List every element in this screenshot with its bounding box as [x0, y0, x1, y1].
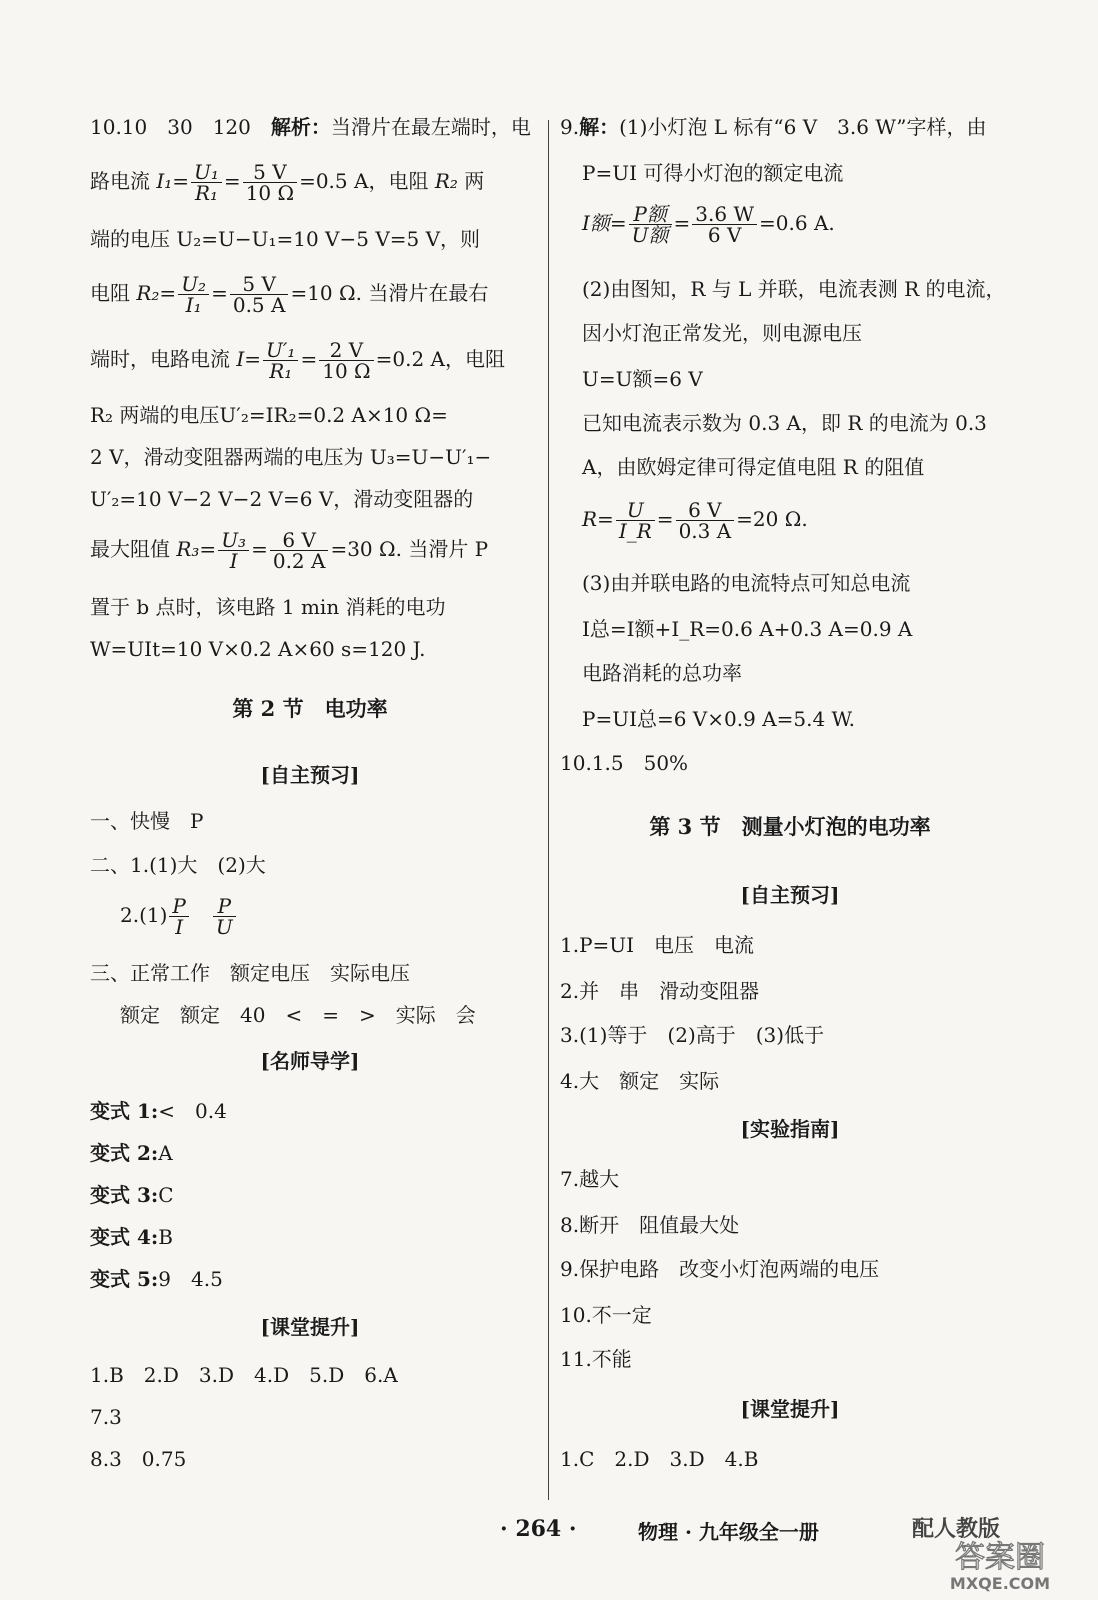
preview-line-3: 2.(1) $\frac{P}{I}$ $\frac{P}{U}$ [120, 896, 238, 940]
fraction: $\frac{U}{I\_R}$ [616, 500, 655, 541]
r-line-3: 3.(1)等于 (2)高于 (3)低于 [560, 1023, 825, 1047]
q9-line-7: 已知电流表示数为 0.3 A，即 R 的电流为 0.3 [582, 411, 987, 435]
q9-line-6: U=U额=6 V [582, 367, 703, 391]
r-line-7: 7.越大 [560, 1167, 620, 1191]
q9-line-10: (3)由并联电路的电流特点可知总电流 [582, 571, 911, 595]
q10-line-6: R₂ 两端的电压U′₂=IR₂=0.2 A×10 Ω= [90, 403, 448, 427]
q10-line-9: 最大阻值 R₃= $\frac{\text{U₃}}{I}$ = $\frac{6 V}{0.2 A}$ =30 Ω. 当滑片 P [90, 528, 489, 573]
r-line-12: 1.C 2.D 3.D 4.B [560, 1447, 759, 1471]
fraction: $\frac{\text{U₃}}{I}$ [218, 530, 249, 571]
self-preview-heading-2: [自主预习] [740, 883, 840, 907]
q10-line-2: 路电流 I₁= $\frac{\text{U₁}}{\text{R₁}}$ = $\frac{5 V}{10 \Omega}$ =0.5 A，电阻 R₂ 两 [90, 160, 485, 205]
q10-line-3: 端的电压 U₂=U−U₁=10 V−5 V=5 V，则 [90, 227, 481, 251]
fraction: $\frac{\text{U₂}}{\text{I₁}}$ [178, 274, 209, 315]
watermark-sub: MXQE.COM [949, 1574, 1051, 1593]
r-line-8: 8.断开 阻值最大处 [560, 1213, 740, 1237]
fraction: $\frac{5 V}{0.5 A}$ [230, 274, 289, 315]
fraction: $\frac{P}{U}$ [213, 896, 236, 937]
r-line-2: 2.并 串 滑动变阻器 [560, 979, 760, 1003]
r-line-10: 10.不一定 [560, 1303, 652, 1327]
q9-line-11: I总=I额+I_R=0.6 A+0.3 A=0.9 A [582, 617, 913, 641]
classroom-heading-2: [课堂提升] [740, 1397, 840, 1421]
preview-line-4: 三、正常工作 额定电压 实际电压 [90, 961, 410, 985]
r-line-11: 11.不能 [560, 1347, 632, 1371]
teacher-guide-heading: [名师导学] [260, 1049, 360, 1073]
variant-1: 变式 1:< 0.4 [90, 1099, 227, 1123]
preview-line-5: 额定 额定 40 < = > 实际 会 [120, 1003, 476, 1027]
classroom-heading: [课堂提升] [260, 1315, 360, 1339]
watermark-logo [920, 1535, 1080, 1595]
section-3-title: 第 3 节 测量小灯泡的电功率 [649, 814, 931, 839]
preview-line-1: 一、快慢 P [90, 809, 204, 833]
variant-4: 变式 4:B [90, 1225, 173, 1249]
lab-guide-heading: [实验指南] [740, 1117, 840, 1141]
r-line-9: 9.保护电路 改变小灯泡两端的电压 [560, 1257, 880, 1281]
q10-line-8: U′₂=10 V−2 V−2 V=6 V，滑动变阻器的 [90, 487, 474, 511]
page-number: · 264 · [500, 1516, 577, 1542]
q9-line-5: 因小灯泡正常发光，则电源电压 [582, 321, 862, 345]
fraction: $\frac{5 V}{10 \Omega}$ [243, 162, 297, 203]
q10-answer: 10.1.5 50% [560, 751, 689, 775]
q10-line-10: 置于 b 点时，该电路 1 min 消耗的电功 [90, 595, 446, 619]
classroom-line-3: 8.3 0.75 [90, 1447, 187, 1471]
q9-line-13: P=UI总=6 V×0.9 A=5.4 W. [582, 707, 855, 731]
q10-line-4: 电阻 R₂= $\frac{\text{U₂}}{\text{I₁}}$ = $\frac{5 V}{0.5 A}$ =10 Ω. 当滑片在最右 [90, 272, 489, 317]
fraction: $\frac{P}{I}$ [169, 896, 188, 937]
subject-label: 物理 · 九年级全一册 [638, 1520, 819, 1544]
fraction: $\frac{6 V}{0.3 A}$ [676, 500, 735, 541]
q9-line-9: R= $\frac{U}{I\_R}$ = $\frac{6 V}{0.3 A}$ =20 Ω. [582, 498, 808, 543]
q10-line-5: 端时，电路电流 I= $\frac{\text{U′₁}}{\text{R₁}}$ = $\frac{2 V}{10 \Omega}$ =0.2 A，电阻 [90, 338, 505, 383]
variant-3: 变式 3:C [90, 1183, 174, 1207]
q10-line-7: 2 V，滑动变阻器两端的电压为 U₃=U−U′₁− [90, 445, 492, 469]
q10-line-11: W=UIt=10 V×0.2 A×60 s=120 J. [90, 637, 426, 661]
r-line-4: 4.大 额定 实际 [560, 1069, 720, 1093]
q9-line-1: 9.解：(1)小灯泡 L 标有“6 V 3.6 W”字样，由 [560, 115, 987, 139]
variant-5: 变式 5:9 4.5 [90, 1267, 223, 1291]
q10-line-1: 10.10 30 120 解析：当滑片在最左端时，电 [90, 115, 531, 139]
self-preview-heading: [自主预习] [260, 763, 360, 787]
preview-line-2: 二、1.(1)大 (2)大 [90, 853, 266, 877]
q9-line-4: (2)由图知，R 与 L 并联，电流表测 R 的电流， [582, 277, 1006, 301]
section-2-title: 第 2 节 电功率 [232, 696, 388, 721]
classroom-line-2: 7.3 [90, 1405, 122, 1429]
fraction: $\frac{\text{U′₁}}{\text{R₁}}$ [263, 340, 298, 381]
edition-label: 配人教版 [912, 1516, 1001, 1542]
q9-line-12: 电路消耗的总功率 [582, 661, 742, 685]
r-line-1: 1.P=UI 电压 电流 [560, 933, 755, 957]
q9-line-8: A，由欧姆定律可得定值电阻 R 的阻值 [582, 455, 925, 479]
fraction: $\frac{2 V}{10 \Omega}$ [319, 340, 373, 381]
fraction: $\frac{\text{P额}}{\text{U额}}$ [629, 204, 672, 245]
fraction: $\frac{6 V}{0.2 A}$ [270, 530, 329, 571]
watermark-text: 答案圈 [955, 1540, 1045, 1575]
classroom-line-1: 1.B 2.D 3.D 4.D 5.D 6.A [90, 1363, 398, 1387]
column-divider [548, 120, 549, 1500]
fraction: $\frac{3.6 W}{6 V}$ [692, 204, 757, 245]
q9-line-3: I额= $\frac{\text{P额}}{\text{U额}}$ = $\frac{3.6 W}{6 V}$ =0.6 A. [582, 202, 835, 247]
q9-line-2: P=UI 可得小灯泡的额定电流 [582, 161, 844, 185]
variant-2: 变式 2:A [90, 1141, 173, 1165]
fraction: $\frac{\text{U₁}}{\text{R₁}}$ [191, 162, 222, 203]
